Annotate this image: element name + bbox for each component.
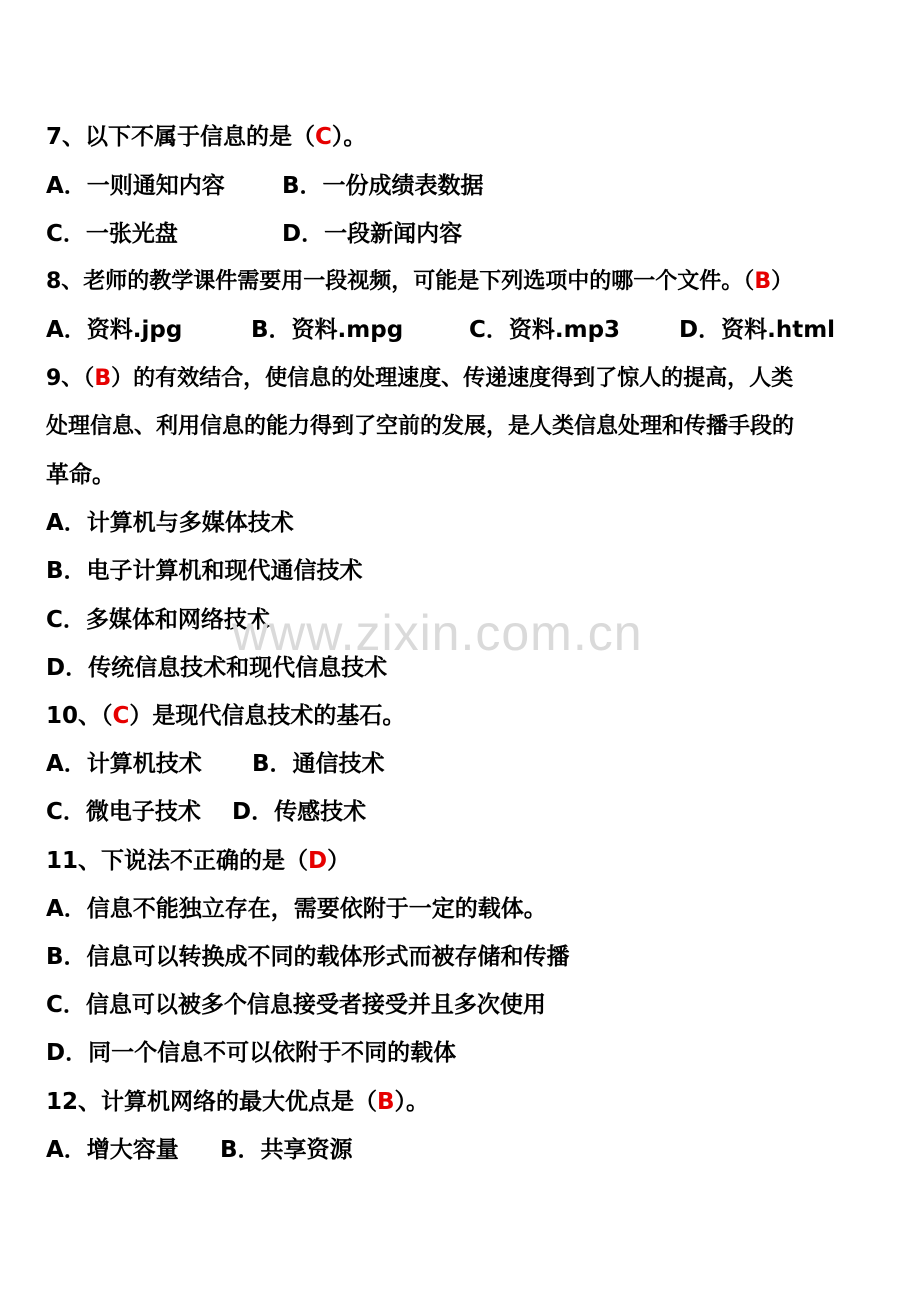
answer-mark: D xyxy=(308,848,328,874)
option-c: C．多媒体和网络技术 xyxy=(46,607,270,633)
option-b: B．资料.mpg xyxy=(251,317,404,343)
option-c: C．微电子技术 xyxy=(46,799,201,825)
answer-mark: C xyxy=(315,124,332,150)
question-text-end: ） xyxy=(771,269,794,294)
question-text: 10、（ xyxy=(46,703,113,729)
option-b: B．信息可以转换成不同的载体形式而被存储和传播 xyxy=(46,944,570,970)
option-a: A．计算机与多媒体技术 xyxy=(46,510,294,536)
option-b: B．共享资源 xyxy=(220,1137,353,1163)
option-a: A．一则通知内容 xyxy=(46,173,225,199)
question-7 xyxy=(46,113,880,161)
option-a: A．计算机技术 xyxy=(46,751,202,777)
option-d: D．同一个信息不可以依附于不同的载体 xyxy=(46,1040,457,1066)
option-a: A．增大容量 xyxy=(46,1137,179,1163)
option-d: D．资料.html xyxy=(679,317,836,343)
question-text: 11、下说法不正确的是（ xyxy=(46,848,309,874)
options-row xyxy=(46,788,880,836)
option-c: C．资料.mp3 xyxy=(469,317,621,343)
question-text-end: ） xyxy=(327,848,351,874)
options-row xyxy=(46,210,880,258)
options-row xyxy=(46,306,880,354)
question-9 xyxy=(46,355,880,403)
options-row xyxy=(46,740,880,788)
option-b: B．通信技术 xyxy=(252,751,385,777)
question-12 xyxy=(46,1078,880,1126)
option-d: D．传统信息技术和现代信息技术 xyxy=(46,655,388,681)
question-8 xyxy=(46,258,880,306)
options-row xyxy=(46,1126,880,1174)
option-a: A．信息不能独立存在，需要依附于一定的载体。 xyxy=(46,896,547,922)
option-a: A．资料.jpg xyxy=(46,317,183,343)
question-text: 8、老师的教学课件需要用一段视频，可能是下列选项中的哪一个文件。（ xyxy=(46,269,755,294)
question-text-end: ）。 xyxy=(394,1089,430,1115)
option-c: C．信息可以被多个信息接受者接受并且多次使用 xyxy=(46,992,546,1018)
answer-mark: B xyxy=(94,366,112,391)
answer-mark: B xyxy=(754,269,772,294)
option-c: C．一张光盘 xyxy=(46,221,178,247)
question-11 xyxy=(46,837,880,885)
option-d: D．一段新闻内容 xyxy=(282,221,463,247)
answer-mark: B xyxy=(377,1089,395,1115)
option-d: D．传感技术 xyxy=(232,799,367,825)
answer-mark: C xyxy=(112,703,130,729)
question-9-continued: 处理信息、利用信息的能力得到了空前的发展，是人类信息处理和传播手段的 xyxy=(46,414,795,439)
question-text-end: ）。 xyxy=(331,124,367,150)
option-b: B．一份成绩表数据 xyxy=(282,173,484,199)
option-b: B．电子计算机和现代通信技术 xyxy=(46,558,363,584)
options-row xyxy=(46,162,880,210)
watermark: www.zixin.com.cn xyxy=(232,605,643,661)
question-9-continued: 革命。 xyxy=(46,462,115,488)
question-text: 7、以下不属于信息的是（ xyxy=(46,124,316,150)
question-text-end: ）是现代信息技术的基石。 xyxy=(129,703,406,729)
question-text: 12、计算机网络的最大优点是（ xyxy=(46,1089,378,1115)
question-10 xyxy=(46,692,880,740)
question-text: 9、（ xyxy=(46,366,95,391)
question-text-end: ）的有效结合，使信息的处理速度、传递速度得到了惊人的提高，人类 xyxy=(111,366,794,391)
